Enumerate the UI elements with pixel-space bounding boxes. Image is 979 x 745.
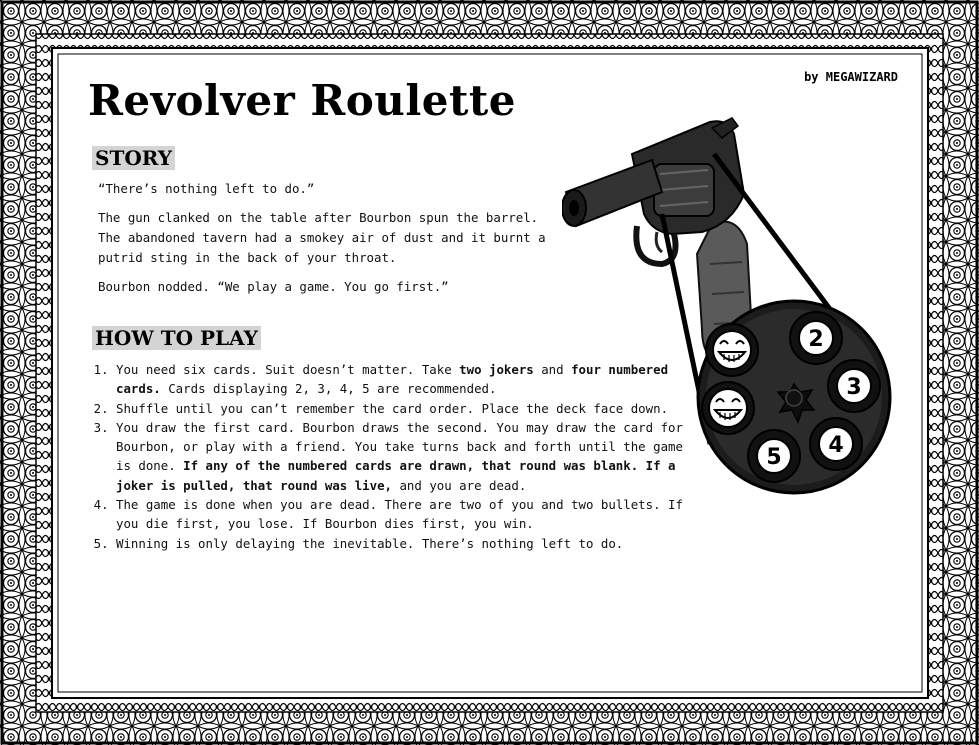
revolver-illustration [562, 114, 902, 504]
joker-face-icon [713, 331, 751, 369]
how-to-play-heading: HOW TO PLAY [92, 326, 261, 350]
story-paragraph: “There’s nothing left to do.” [98, 181, 315, 196]
svg-text:2: 2 [808, 327, 824, 352]
joker-face-icon [709, 389, 747, 427]
svg-text:3: 3 [846, 375, 862, 400]
rules-page [62, 58, 920, 688]
story-paragraph: Bourbon nodded. “We play a game. You go first.” [98, 279, 449, 294]
svg-text:5: 5 [766, 445, 782, 470]
story-paragraph: The gun clanked on the table after Bourbon spun the barrel. The abandoned tavern had a smokey air of dust and it burnt a putrid sting in the back of your throat. [98, 210, 546, 265]
story-text [98, 179, 548, 306]
chamber-number-4 [819, 427, 853, 461]
svg-text:4: 4 [828, 433, 844, 458]
rule-step: 5. Winning is only delaying the inevitable. There’s nothing left to do. [116, 534, 700, 553]
chamber-number-5 [757, 439, 791, 473]
revolver-cylinder [698, 301, 890, 493]
chamber-number-2 [799, 321, 833, 355]
story-heading: STORY [92, 146, 175, 170]
rule-step: 3. You draw the first card. Bourbon draws the second. You may draw the card for Bourbon, or play with a friend. You take turns back and forth until the game is done. If any of the numbered cards are drawn, that round was blank. If a joker is pulled, that round was live, and you are dead. [116, 418, 700, 495]
author-byline: by MEGAWIZARD [804, 70, 898, 84]
rule-step: 2. Shuffle until you can’t remember the card order. Place the deck face down. [116, 399, 700, 418]
page-title: Revolver Roulette [88, 76, 517, 125]
rule-step: 4. The game is done when you are dead. There are two of you and two bullets. If you die first, you lose. If Bourbon dies first, you win. [116, 495, 700, 534]
chamber-number-3 [837, 369, 871, 403]
rule-step: 1. You need six cards. Suit doesn’t matter. Take two jokers and four numbered cards. Cards displaying 2, 3, 4, 5 are recommended. [116, 360, 700, 399]
